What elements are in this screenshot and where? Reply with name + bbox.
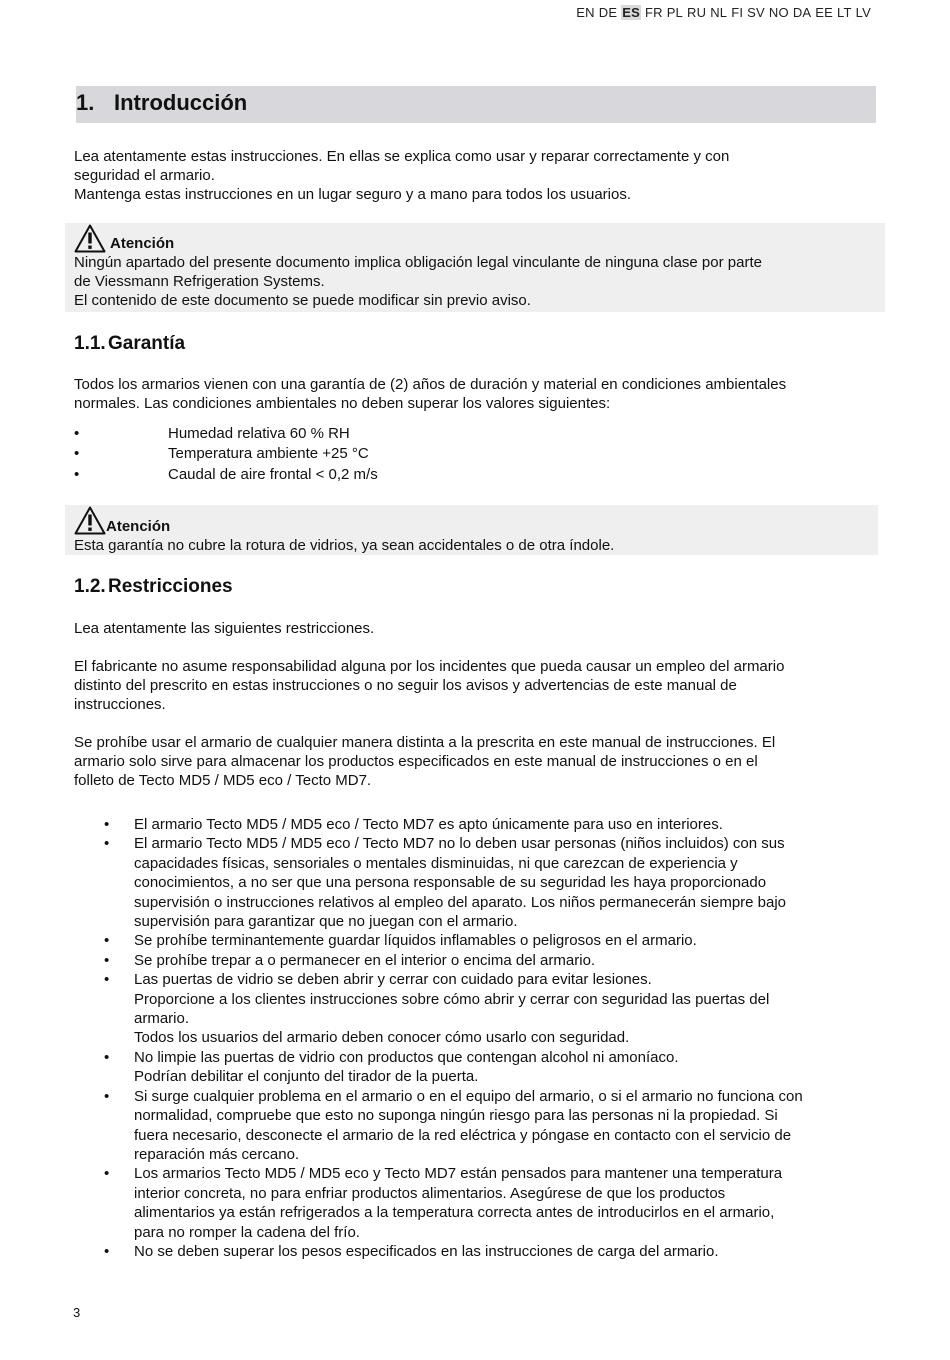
language-link-lt[interactable]: LT <box>837 5 852 20</box>
list-item: • El armario Tecto MD5 / MD5 eco / Tecto MD7 no lo deben usar personas (niños incluidos) con sus capacidades físicas, sensoriales o mentales disminuidas, ni que carezcan de experiencia y conocimientos, a no ser que una persona responsable de su seguridad les haya proporcionado supervisión o instrucciones relativos al empleo del aparato. Los niños permanecerán siempre bajo supervisión para garantizar que no juegan con el armario. <box>104 835 787 931</box>
bullet-icon: • <box>104 835 110 853</box>
bullet-icon: • <box>104 932 110 950</box>
language-selector <box>576 5 871 20</box>
warranty-paragraph <box>74 375 874 413</box>
language-link-fr[interactable]: FR <box>644 5 663 20</box>
text-line: de Viessmann Refrigeration Systems. <box>74 273 325 291</box>
bullet-icon: • <box>74 445 80 463</box>
page-number: 3 <box>73 1305 81 1320</box>
bullet-icon: • <box>104 1048 110 1066</box>
bullet-icon: • <box>104 1087 110 1105</box>
usage-paragraph <box>74 733 874 791</box>
section-title: Restricciones <box>108 576 233 597</box>
liability-paragraph <box>74 657 874 715</box>
text-line: armario solo sirve para almacenar los productos especificados en este manual de instrucciones o en el <box>74 753 758 771</box>
language-link-es[interactable]: ES <box>622 5 640 20</box>
text-line: El contenido de este documento se puede modificar sin previo aviso. <box>74 292 531 310</box>
bullet-icon: • <box>104 1242 110 1260</box>
bullet-icon: • <box>74 465 80 483</box>
text-line: instrucciones. <box>74 696 166 714</box>
conditions-list <box>74 424 884 485</box>
section-1-heading <box>76 88 247 118</box>
bullet-icon: • <box>104 951 110 969</box>
language-link-da[interactable]: DA <box>792 5 812 20</box>
language-link-nl[interactable]: NL <box>710 5 728 20</box>
language-link-no[interactable]: NO <box>768 5 789 20</box>
text-line: Esta garantía no cubre la rotura de vidrios, ya sean accidentales o de otra índole. <box>74 537 615 554</box>
text-line: Lea atentamente estas instrucciones. En ellas se explica como usar y reparar correctamente y con <box>74 148 730 165</box>
list-item: • Si surge cualquier problema en el armario o en el equipo del armario, o si el armario no funciona con normalidad, compruebe que esto no suponga ningún riesgo para las personas ni la propiedad. Si fuera necesario, desconecte el armario de la red eléctrica y póngase en contacto con el servicio de reparación más cercano. <box>104 1087 803 1163</box>
bullet-icon: • <box>104 971 110 989</box>
warning-triangle-icon <box>74 506 106 535</box>
intro-paragraph <box>74 147 874 205</box>
language-link-en[interactable]: EN <box>576 5 595 20</box>
list-item: • Temperatura ambiente +25 °C <box>74 444 884 464</box>
text-line: distinto del prescrito en estas instrucciones o no seguir los avisos y advertencias de este manual de <box>74 677 737 695</box>
list-item: • No limpie las puertas de vidrio con productos que contengan alcohol ni amoníaco. Podrían debilitar el conjunto del tirador de la puerta. <box>104 1048 679 1086</box>
language-link-ru[interactable]: RU <box>687 5 707 20</box>
language-link-ee[interactable]: EE <box>815 5 834 20</box>
attention-title: Atención <box>110 235 175 252</box>
text-line: Mantenga estas instrucciones en un lugar seguro y a mano para todos los usuarios. <box>74 186 631 204</box>
section-1-1-heading <box>74 332 185 356</box>
section-number: 1. <box>76 90 95 115</box>
section-number: 1.2. <box>74 576 106 597</box>
list-item: • Humedad relativa 60 % RH <box>74 424 884 444</box>
text-line: seguridad el armario. <box>74 167 215 185</box>
text-line: folleto de Tecto MD5 / MD5 eco / Tecto MD7. <box>74 772 372 790</box>
language-link-pl[interactable]: PL <box>666 5 683 20</box>
attention-box-legal <box>65 223 885 312</box>
bullet-icon: • <box>74 425 80 442</box>
language-link-lv[interactable]: LV <box>855 5 871 20</box>
list-item: • El armario Tecto MD5 / MD5 eco / Tecto MD7 es apto únicamente para uso en interiores. <box>104 816 723 833</box>
list-item: • Se prohíbe trepar a o permanecer en el interior o encima del armario. <box>104 951 596 969</box>
text-line: Lea atentamente las siguientes restricciones. <box>74 620 375 637</box>
language-link-fi[interactable]: FI <box>731 5 744 20</box>
section-1-2-heading <box>74 575 233 599</box>
text-line: Ningún apartado del presente documento implica obligación legal vinculante de ninguna clase por parte <box>74 254 762 271</box>
list-item: • Se prohíbe terminantemente guardar líquidos inflamables o peligrosos en el armario. <box>104 932 697 950</box>
section-title: Introducción <box>114 90 248 115</box>
list-item: • Los armarios Tecto MD5 / MD5 eco y Tecto MD7 están pensados para mantener una temperatura interior concreta, no para enfriar productos alimentarios. Asegúrese de que los productos alimentarios ya están refrigerados a la temperatura correcta antes de introducirlos en el armario, para no romper la cadena del frío. <box>104 1165 783 1241</box>
attention-title: Atención <box>106 518 171 535</box>
text-line: El fabricante no asume responsabilidad alguna por los incidentes que pueda causar un empleo del armario <box>74 658 785 675</box>
text-line: Todos los armarios vienen con una garantía de (2) años de duración y material en condiciones ambientales <box>74 376 787 393</box>
text-line: normales. Las condiciones ambientales no deben superar los valores siguientes: <box>74 395 611 413</box>
restrictions-list <box>104 815 884 1261</box>
list-item: • No se deben superar los pesos especificados en las instrucciones de carga del armario. <box>104 1242 719 1260</box>
list-item: • Caudal de aire frontal < 0,2 m/s <box>74 465 884 485</box>
list-item: • Las puertas de vidrio se deben abrir y cerrar con cuidado para evitar lesiones. Proporcione a los clientes instrucciones sobre cómo abrir y cerrar con seguridad las puertas del armario. Todos los usuarios del armario deben conocer cómo usarlo con seguridad. <box>104 971 770 1047</box>
warning-triangle-icon <box>74 224 106 253</box>
bullet-icon: • <box>104 816 110 833</box>
section-1-heading-bar <box>76 86 876 123</box>
section-title: Garantía <box>108 333 186 354</box>
language-link-de[interactable]: DE <box>598 5 618 20</box>
attention-box-warranty <box>65 505 878 555</box>
language-link-sv[interactable]: SV <box>747 5 765 20</box>
section-number: 1.1. <box>74 333 106 354</box>
text-line: Se prohíbe usar el armario de cualquier manera distinta a la prescrita en este manual de instrucciones. El <box>74 734 776 751</box>
restrictions-intro <box>74 619 874 638</box>
bullet-icon: • <box>104 1165 110 1183</box>
